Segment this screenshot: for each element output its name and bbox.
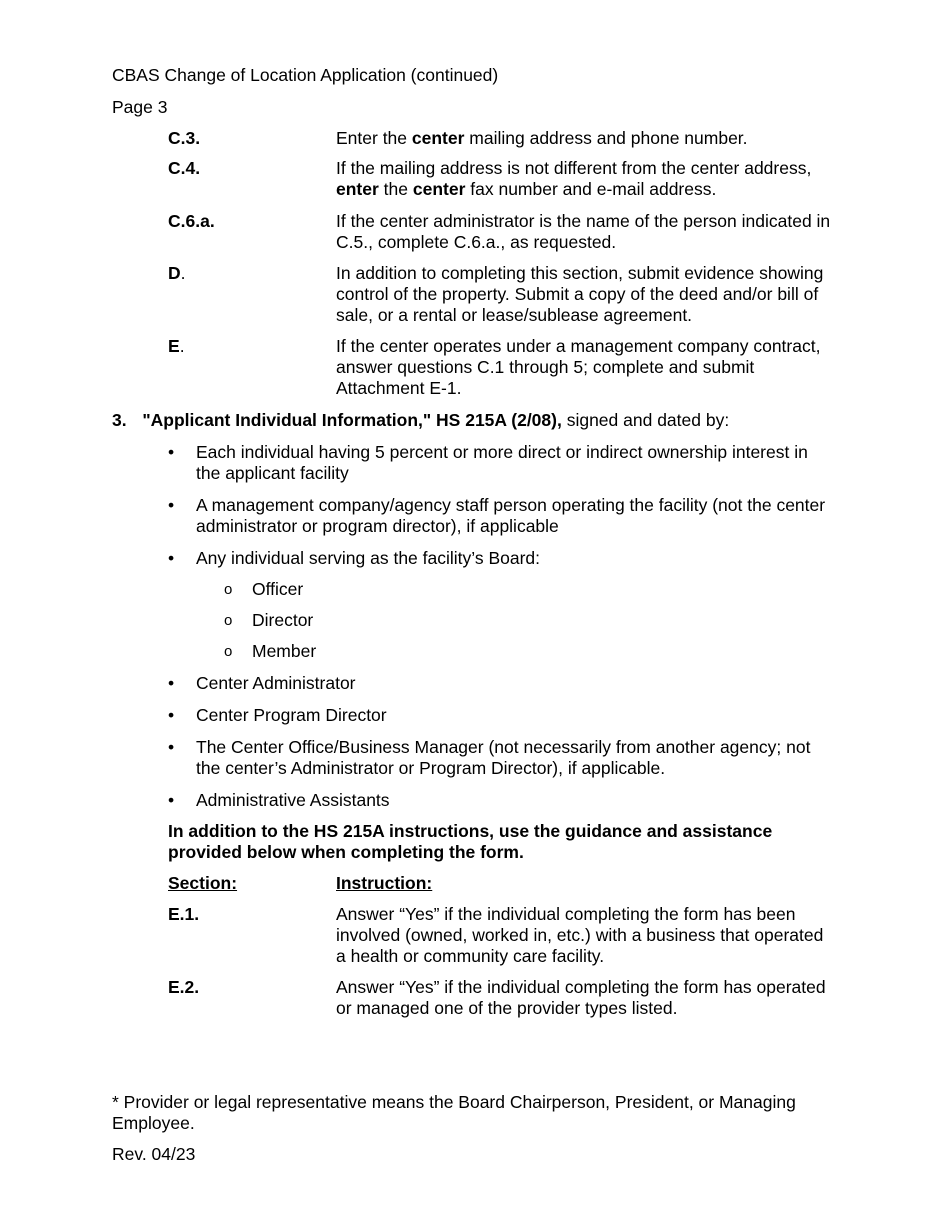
revision-label: Rev. 04/23 [112,1144,196,1164]
section-text: In addition to completing this section, submit evidence showing control of the property. Submit a copy of the deed and/or bill of sale, or a rental or lease/sublease agreement. [336,263,824,325]
section-label: C.3. [168,128,201,148]
item-bold-title: "Applicant Individual Information," HS 215A (2/08), [142,410,562,430]
section-label: E.2. [168,977,200,997]
bullet-text: Center Administrator [196,673,356,693]
item-3-heading [112,410,729,431]
section-text: Enter the center mailing address and phone number. [336,128,748,148]
section-text: Answer “Yes” if the individual completing the form has been involved (owned, worked in, etc.) with a business that operated a health or community care facility. [336,904,824,966]
section-text: If the center administrator is the name of the person indicated in C.5., complete C.6.a., as requested. [336,211,831,252]
section-label: E.1. [168,904,200,924]
bullet-text: Administrative Assistants [196,790,390,810]
document-header-title: CBAS Change of Location Application (continued) [112,65,499,85]
bullet-icon: • [168,673,175,693]
bullet-icon: • [168,442,175,462]
section-label: C.4. [168,158,201,178]
section-label: D. [168,263,186,283]
section-text: If the center operates under a management company contract, answer questions C.1 through 5; complete and submit Attachment E-1. [336,336,821,398]
item-rest: signed and dated by: [561,410,730,430]
section-label: E. [168,336,185,356]
instruction-column-header: Instruction: [336,873,433,893]
circle-bullet-icon: o [224,643,233,660]
footnote: * Provider or legal representative means the Board Chairperson, President, or Managing Employee. [112,1092,796,1133]
bullet-icon: • [168,790,175,810]
bullet-icon: • [168,548,175,568]
bullet-text: Center Program Director [196,705,387,725]
section-column-header: Section: [168,873,238,893]
page-number: Page 3 [112,97,168,117]
section-label: C.6.a. [168,211,215,231]
guidance-text: In addition to the HS 215A instructions, use the guidance and assistance provided below when completing the form. [168,821,773,862]
item-number: 3. [112,410,127,430]
bullet-text: A management company/agency staff person operating the facility (not the center administrator or program director), if applicable [196,495,826,536]
sub-bullet-text: Director [252,610,314,630]
bullet-text: Any individual serving as the facility’s Board: [196,548,541,568]
circle-bullet-icon: o [224,612,233,629]
circle-bullet-icon: o [224,581,233,598]
sub-bullet-text: Officer [252,579,304,599]
sub-bullet-text: Member [252,641,317,661]
section-text: If the mailing address is not different from the center address, enter the center fax number and e-mail address. [336,158,812,199]
section-text: Answer “Yes” if the individual completing the form has operated or managed one of the provider types listed. [336,977,826,1018]
bullet-icon: • [168,737,175,757]
bullet-text: The Center Office/Business Manager (not necessarily from another agency; not the center’s Administrator or Program Director), if applicable. [196,737,811,778]
bullet-icon: • [168,495,175,515]
bullet-text: Each individual having 5 percent or more direct or indirect ownership interest in the applicant facility [196,442,808,483]
bullet-icon: • [168,705,175,725]
